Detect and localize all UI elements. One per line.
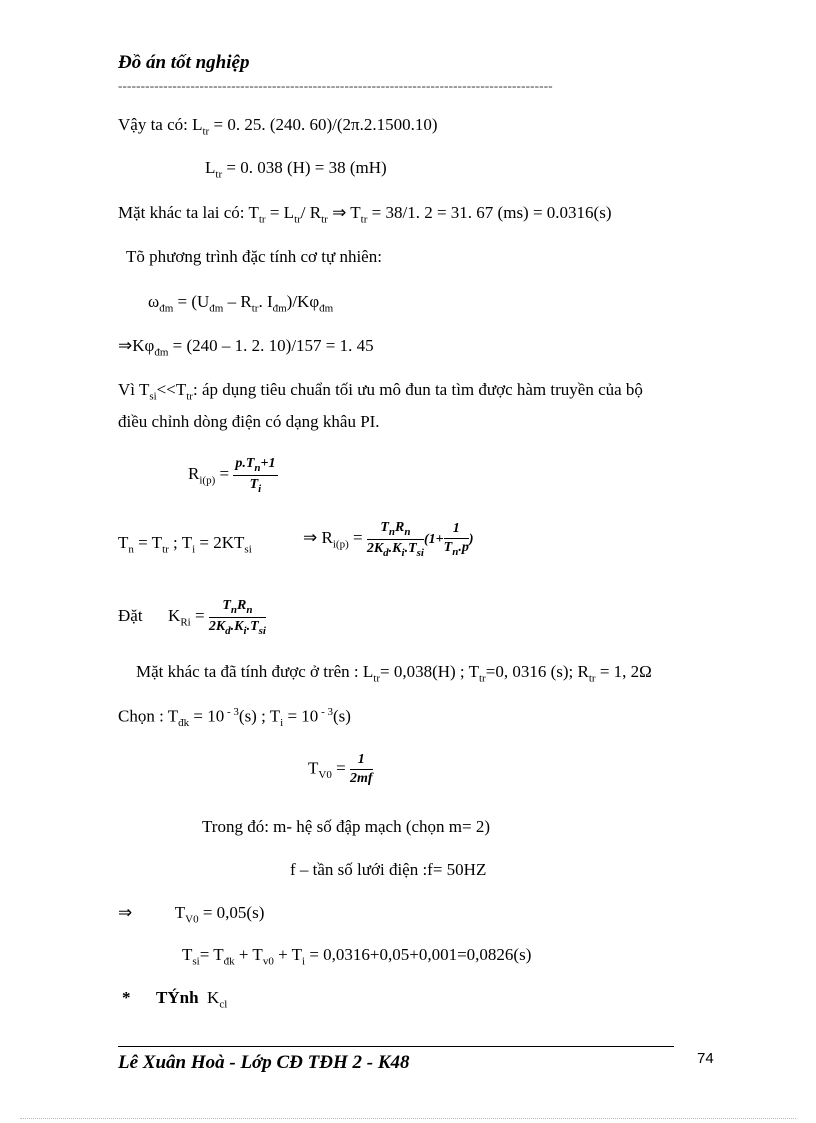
paragraph-optimum-module-cont: điều chỉnh dòng điện có dạng khâu PI. (118, 412, 380, 431)
fraction-one-over-tnp: $\frac{1}{T_n.p}$ (443, 520, 469, 558)
footer-rule (118, 1046, 674, 1047)
page-number: 74 (697, 1050, 714, 1067)
equation-tv0-result: ⇒ $T_{V0} = 0,05(s)$ (118, 903, 265, 926)
equation-ri-p: $R_{i(p)}$ = $\frac{p.T_n+1}{T_i}$ (188, 456, 276, 495)
equation-tsi-sum: $T_{si}= T_{đk} + T_{v0} + T_i = 0,0316+0,05+0,001=0,0826(s)$ (182, 945, 532, 968)
paragraph-previous-values: Mặt khác ta đã tính được ở trên : $L_{tr}= 0,038(H)$ ; $T_{tr}=0$, 0316 (s); $R_{tr} = 1$, 2Ω (136, 662, 652, 685)
equation-chon: Chọn : $T_{đk} = 10$ $^{- 3}$(s) ; $T_i = 10$ $^{- 3}$(s) (118, 706, 351, 730)
paragraph-characteristic-intro: Tõ phương trình đặc tính cơ tự nhiên: (126, 247, 382, 266)
equation-inductance-result: $L_{tr} = 0$. 038 (H) = 38 (mH) (205, 158, 387, 181)
paragraph-optimum-module: Vì $T_{si}<<T_{tr}$: áp dụng tiêu chuẩn tối ưu mô đun ta tìm được hàm truyền của bộ (118, 380, 643, 403)
paragraph-trong-do: Trong đó: m- hệ số đập mạch (chọn m= 2) (202, 817, 491, 836)
equation-kphi: $\Rightarrow K\varphi_{đm} = (240 - 1$. 2. 10)/157 = 1. 45 (118, 336, 374, 359)
fraction-tn-rn: $\frac{T_nR_n}{2K_d.K_i.T_{si}}$ (366, 520, 424, 559)
header-dashed-rule: ------------------------------------------------------------------------------------------------ (118, 78, 553, 93)
equation-tn-ti: $T_n = T_{tr}$ ; $T_i = 2KT_{si}$ (118, 533, 252, 556)
equation-omega: $\omega_{đm} = (U_{đm} - R_{tr}$. $I_{đm})/K\varphi_{đm}$ (148, 292, 334, 315)
section-kcl: * TÝnh $K_{cl}$ (122, 988, 228, 1011)
footer-author: Lê Xuân Hoà - Lớp CĐ TĐH 2 - K48 (118, 1052, 410, 1073)
equation-time-constant: Mặt khác ta lai có: $T_{tr} = L_{tr}/$ $R_{tr}$ ⇒ $T_{tr} = 38/1$. 2 = 31. 67 (ms) = 0.0316(s) (118, 203, 612, 226)
equation-inductance-calc: Vậy ta có: $L_{tr} = 0$. 25. (240. 60)/(2π.2.1500.10) (118, 115, 438, 138)
fraction-kri: $\frac{T_nR_n}{2K_d.K_i.T_{si}}$ (208, 598, 266, 637)
equation-kri: Đặt $K_{Ri}$ = $\frac{T_nR_n}{2K_d.K_i.T_{si}}$ (118, 598, 266, 637)
document-header-title: Đồ án tốt nghiệp (118, 52, 250, 73)
fraction-ri-p: $\frac{p.T_n+1}{T_i}$ (235, 456, 276, 495)
equation-ri-p-expanded: ⇒ $R_{i(p)}$ = $\frac{T_nR_n}{2K_d.K_i.T_{si}}$ (1+ $\frac{1}{T_n.p}$ ) (303, 520, 474, 559)
equation-tv0-formula: $T_{V0}$ = $\frac{1}{2mf}$ (308, 752, 373, 786)
page-bottom-dotted-border (20, 1118, 796, 1119)
paragraph-frequency: f – tần số lưới điện :f= 50HZ (290, 860, 487, 879)
fraction-one-over-2mf: $\frac{1}{2mf}$ (349, 752, 373, 786)
